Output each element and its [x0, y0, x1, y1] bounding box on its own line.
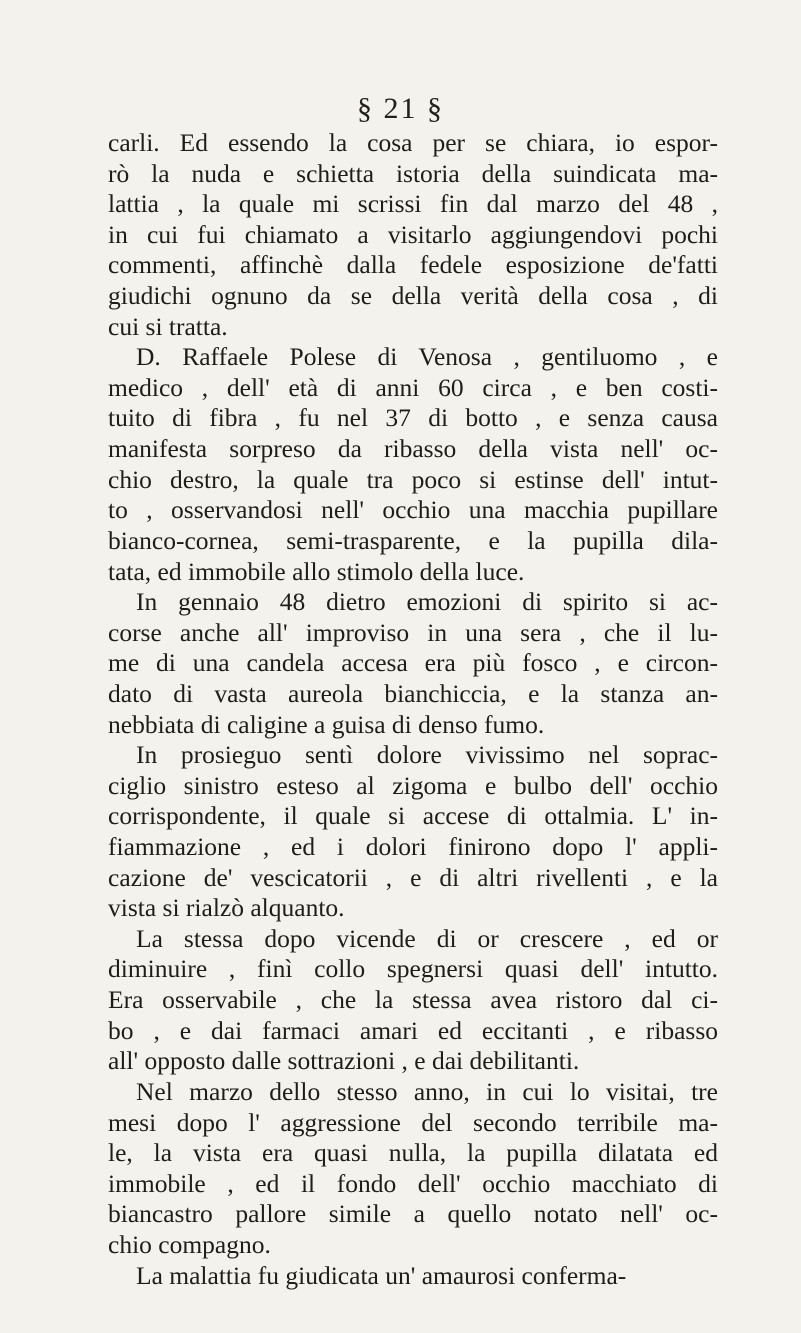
text-line: fiammazione , ed i dolori finirono dopo l' appli- [108, 832, 718, 862]
text-line: diminuire , finì collo spegnersi quasi dell' intutto. [108, 954, 718, 984]
text-line: in cui fui chiamato a visitarlo aggiungendovi pochi [108, 219, 718, 249]
page-body [108, 128, 718, 1291]
text-line: medico , dell' età di anni 60 circa , e ben costi- [108, 372, 718, 402]
text-line: chio compagno. [108, 1229, 271, 1259]
text-line: ciglio sinistro esteso al zigoma e bulbo dell' occhio [108, 770, 718, 800]
text-line: immobile , ed il fondo dell' occhio macchiato di [108, 1168, 718, 1198]
text-line: La malattia fu giudicata un' amaurosi conferma- [136, 1260, 627, 1290]
text-line: le, la vista era quasi nulla, la pupilla dilatata ed [108, 1138, 718, 1168]
text-line: tata, ed immobile allo stimolo della luce. [108, 556, 525, 586]
text-line: mesi dopo l' aggressione del secondo terribile ma- [108, 1107, 718, 1137]
text-line: biancastro pallore simile a quello notato nell' oc- [108, 1199, 718, 1229]
text-line: manifesta sorpreso da ribasso della vista nell' oc- [108, 434, 718, 464]
text-line: In prosieguo sentì dolore vivissimo nel soprac- [136, 740, 718, 770]
text-line: dato di vasta aureola bianchiccia, e la stanza an- [108, 678, 718, 708]
text-line: chio destro, la quale tra poco si estinse dell' intut- [108, 464, 718, 494]
text-line: vista si rialzò alquanto. [108, 893, 345, 923]
text-line: to , osservandosi nell' occhio una macchia pupillare [108, 495, 718, 525]
text-line: D. Raffaele Polese di Venosa , gentiluomo , e [136, 342, 718, 372]
text-line: cui si tratta. [108, 311, 228, 341]
text-line: Nel marzo dello stesso anno, in cui lo visitai, tre [136, 1076, 718, 1106]
text-line: tuito di fibra , fu nel 37 di botto , e senza causa [108, 403, 718, 433]
text-line: bianco-cornea, semi-trasparente, e la pupilla dila- [108, 525, 718, 555]
text-line: In gennaio 48 dietro emozioni di spirito si ac- [136, 587, 718, 617]
text-line: corse anche all' improviso in una sera , che il lu- [108, 617, 718, 647]
page-header: § 21 § [357, 92, 444, 125]
text-line: commenti, affinchè dalla fedele esposizione de'fatti [108, 250, 718, 280]
text-line: all' opposto dalle sottrazioni , e dai debilitanti. [108, 1046, 580, 1076]
text-line: La stessa dopo vicende di or crescere , ed or [136, 923, 718, 953]
text-line: carli. Ed essendo la cosa per se chiara, io espor- [108, 128, 718, 157]
text-line: corrispondente, il quale si accese di ottalmia. L' in- [108, 801, 718, 831]
text-line: me di una candela accesa era più fosco , e circon- [108, 648, 718, 678]
text-line: Era osservabile , che la stessa avea ristoro dal ci- [108, 985, 718, 1015]
text-line: cazione de' vescicatorii , e di altri rivellenti , e la [108, 862, 718, 892]
text-line: nebbiata di caligine a guisa di denso fumo. [108, 709, 545, 739]
text-line: bo , e dai farmaci amari ed eccitanti , e ribasso [108, 1015, 718, 1045]
text-line: lattia , la quale mi scrissi fin dal marzo del 48 , [108, 189, 718, 219]
text-line: rò la nuda e schietta istoria della suindicata ma- [108, 158, 718, 188]
text-line: giudichi ognuno da se della verità della cosa , di [108, 281, 718, 311]
